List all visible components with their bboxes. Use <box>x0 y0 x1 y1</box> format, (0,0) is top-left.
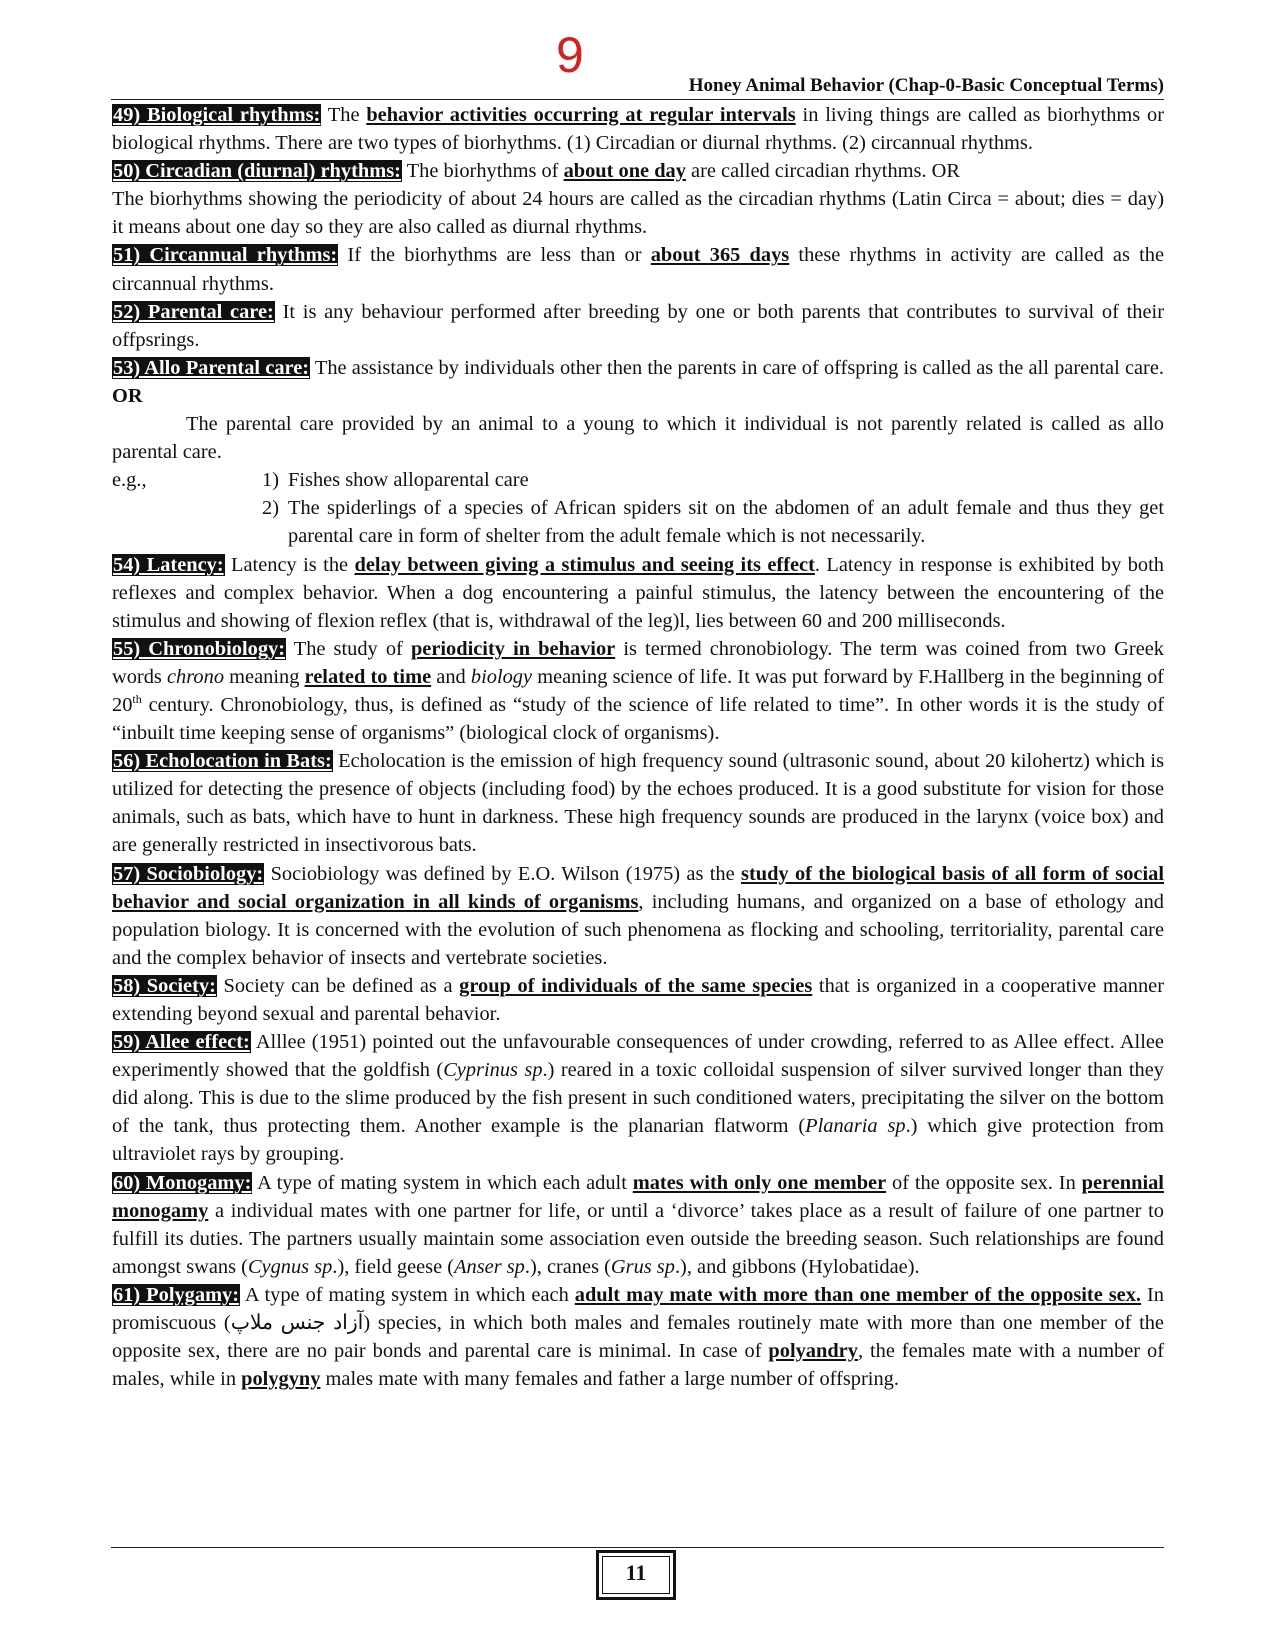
key-phrase: related to time <box>304 665 432 688</box>
key-phrase: adult may mate with more than one member of the opposite sex. <box>574 1283 1142 1306</box>
entry-58: 58) Society: Society can be defined as a group of individuals of the same species that is organized in a cooperative manner extending beyond sexual and parental behavior. <box>112 974 1164 1025</box>
entry-59: 59) Allee effect: Alllee (1951) pointed out the unfavourable consequences of under crowding, referred to as Allee effect. Allee experimently showed that the goldfish (Cyprinus sp.) reared in a toxic colloidal suspension of silver survived longer than they did along. This is due to the slime produced by the fish present in such conditioned waters, precipitating the silver on the bottom of the tank, thus protecting them. Another example is the planarian flatworm (Planaria sp.) which give protection from ultraviolet rays by grouping. <box>112 1031 1164 1166</box>
entry-52: 52) Parental care: It is any behaviour performed after breeding by one or both parents that contributes to survival of their offpsrings. <box>112 300 1164 351</box>
key-phrase: about 365 days <box>650 244 790 267</box>
term-label: 55) Chronobiology: <box>113 637 286 660</box>
footer-rule <box>111 1547 1164 1548</box>
term-label: 56) Echolocation in Bats: <box>113 750 332 773</box>
term-label: 49) Biological rhythms: <box>113 104 321 126</box>
example-item: e.g., 1) Fishes show alloparental care <box>112 469 529 492</box>
term-label: 58) Society: <box>113 974 216 997</box>
key-phrase: polyandry <box>768 1340 858 1363</box>
term-label: 54) Latency: <box>113 553 224 576</box>
example-item: 2) The spiderlings of a species of African spiders sit on the abdomen of an adult female and thus they get parental care in form of shelter from the adult female which is not necessarily. <box>262 497 1164 548</box>
key-phrase: about one day <box>563 160 686 183</box>
key-phrase: study of the biological basis of all form of social behavior and social organization in all kinds of organisms <box>112 862 1165 913</box>
entry-54: 54) Latency: Latency is the delay between giving a stimulus and seeing its effect. Latency in response is exhibited by both reflexes and complex behavior. When a dog encountering a painful stimulus, the latency between the encountering of the stimulus and showing of flexion reflex (that is, withdrawal of the leg)l, lies between 60 and 200 milliseconds. <box>112 553 1164 632</box>
entry-53: 53) Allo Parental care: The assistance by individuals other then the parents in care of offspring is called as the all parental care. OR <box>112 356 1164 407</box>
running-header: Honey Animal Behavior (Chap-0-Basic Conceptual Terms) <box>688 75 1164 96</box>
key-phrase: delay between giving a stimulus and seeing its effect <box>354 553 815 576</box>
term-label: 51) Circannual rhythms: <box>113 244 338 267</box>
entry-57: 57) Sociobiology: Sociobiology was defined by E.O. Wilson (1975) as the study of the biological basis of all form of social behavior and social organization in all kinds of organisms, including humans, and organized on a base of ethology and population biology. It is concerned with the evolution of such phenomena as flocking and schooling, territoriality, parental care and the complex behavior of insects and vertebrate societies. <box>112 862 1165 969</box>
term-label: 57) Sociobiology: <box>113 862 264 885</box>
header-rule <box>111 99 1164 100</box>
entry-49: 49) Biological rhythms: The behavior activities occurring at regular intervals in living things are called as biorhythms or biological rhythms. There are two types of biorhythms. (1) Circadian or diurnal rhythms. (2) circannual rhythms. <box>112 104 1164 155</box>
entry-50-cont: The biorhythms showing the periodicity of about 24 hours are called as the circadian rhythms (Latin Circa = about; dies = day) it means about one day so they are also called as diurnal rhythms. <box>112 188 1164 239</box>
page-body <box>112 101 1164 1393</box>
chapter-number: 9 <box>556 27 584 83</box>
key-phrase: mates with only one member <box>632 1171 887 1194</box>
entry-55: 55) Chronobiology: The study of periodicity in behavior is termed chronobiology. The term was coined from two Greek words chrono meaning related to time and biology meaning science of life. It was put forward by F.Hallberg in the beginning of 20th century. Chronobiology, thus, is defined as “study of the science of life related to time”. In other words it is the study of “inbuilt time keeping sense of organisms” (biological clock of organisms). <box>112 637 1164 745</box>
page-number: 11 <box>602 1556 670 1594</box>
term-label: 59) Allee effect: <box>113 1031 250 1054</box>
term-label: 60) Monogamy: <box>113 1171 252 1194</box>
entry-53-cont: The parental care provided by an animal to a young to which it individual is not parently related is called as allo parental care. <box>112 413 1164 464</box>
key-phrase: behavior activities occurring at regular intervals <box>366 104 796 126</box>
entry-60: 60) Monogamy: A type of mating system in which each adult mates with only one member of the opposite sex. In perennial monogamy a individual mates with one partner for life, or until a ‘divorce’ takes place as a result of failure of one partner to fulfill its duties. The partners usually maintain some association even outside the breeding season. Such relationships are found amongst swans (Cygnus sp.), field geese (Anser sp.), cranes (Grus sp.), and gibbons (Hylobatidae). <box>112 1171 1164 1278</box>
term-label: 53) Allo Parental care: <box>113 356 310 379</box>
term-label: 61) Polygamy: <box>113 1283 240 1306</box>
entry-51: 51) Circannual rhythms: If the biorhythms are less than or about 365 days these rhythms in activity are called as the circannual rhythms. <box>112 244 1165 295</box>
key-phrase: perennial monogamy <box>112 1171 1164 1222</box>
key-phrase: group of individuals of the same species <box>459 974 813 997</box>
entry-56: 56) Echolocation in Bats: Echolocation is the emission of high frequency sound (ultrasonic sound, about 20 kilohertz) which is utilized for detecting the presence of objects (including food) by the echoes produced. It is a good substitute for vision for those animals, such as bats, which have to hunt in darkness. These high frequency sounds are produced in the larynx (voice box) and are generally restricted in insectivorous bats. <box>112 750 1165 857</box>
urdu-text: آزاد جنس ملاپ <box>230 1312 364 1335</box>
key-phrase: polygyny <box>241 1368 321 1391</box>
entry-50: 50) Circadian (diurnal) rhythms: The biorhythms of about one day are called circadian rhythms. OR <box>113 160 960 183</box>
term-label: 52) Parental care: <box>113 300 274 323</box>
term-label: 50) Circadian (diurnal) rhythms: <box>113 160 401 183</box>
entry-61: 61) Polygamy: A type of mating system in which each adult may mate with more than one member of the opposite sex. In promiscuous (آزاد جنس ملاپ) species, in which both males and females routinely mate with more than one member of the opposite sex, there are no pair bonds and parental care is minimal. In case of polyandry, the females mate with a number of males, while in polygyny males mate with many females and father a large number of offspring. <box>112 1283 1164 1391</box>
page-number-box <box>596 1550 676 1600</box>
key-phrase: periodicity in behavior <box>410 637 616 660</box>
